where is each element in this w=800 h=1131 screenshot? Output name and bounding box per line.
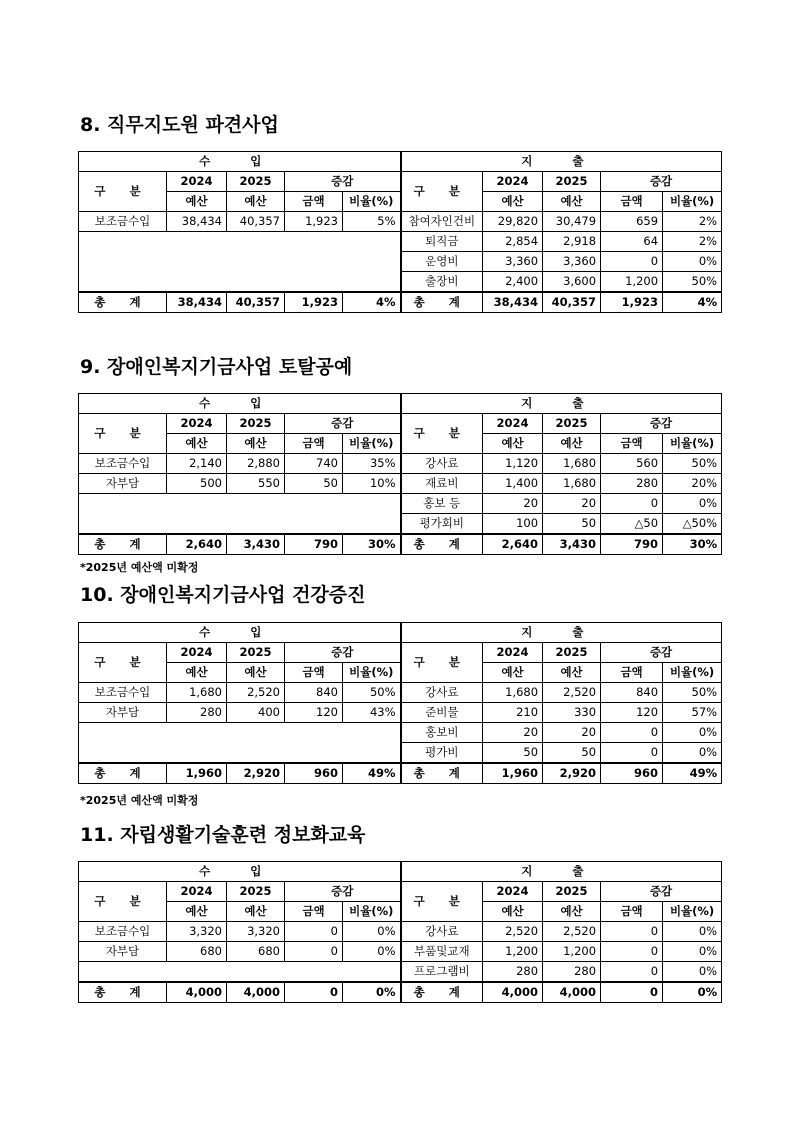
income-2025: 3,320 [227,922,285,942]
header-row [79,192,722,212]
expense-change-ratio: 2% [663,232,722,252]
total-label: 총 계 [79,292,167,313]
change-header: 증감 [285,414,401,434]
budget-header: 예산 [483,192,543,212]
budget-header: 예산 [227,434,285,454]
income-header: 수 입 [79,862,401,882]
total-income-2025: 2,920 [227,763,285,784]
income-change-ratio: 43% [343,703,401,723]
total-income-change-ratio: 49% [343,763,401,784]
budget-header: 예산 [227,192,285,212]
expense-2025: 1,680 [543,454,601,474]
expense-label: 프로그램비 [401,962,483,983]
table-row [79,683,722,703]
header-row [79,643,722,663]
section-9-title: 9. 장애인복지기금사업 토탈공예 [80,356,353,378]
budget-header: 예산 [483,434,543,454]
total-row [79,534,722,555]
expense-label: 참여자인건비 [401,212,483,232]
expense-change-ratio: 0% [663,922,722,942]
total-row [79,982,722,1003]
expense-label: 부품및교재 [401,942,483,962]
expense-2025: 1,680 [543,474,601,494]
expense-2025: 2,520 [543,922,601,942]
year-2024-header: 2024 [167,414,227,434]
expense-2024: 29,820 [483,212,543,232]
income-change-amount: 0 [285,942,343,962]
expense-label: 준비물 [401,703,483,723]
total-expense-2025: 4,000 [543,982,601,1003]
year-2024-header: 2024 [483,414,543,434]
income-change-ratio: 10% [343,474,401,494]
year-2024-header: 2024 [483,172,543,192]
expense-2024: 1,680 [483,683,543,703]
header-row [79,152,722,172]
income-label: 보조금수입 [79,922,167,942]
category-header: 구 분 [79,643,167,683]
budget-header: 예산 [167,192,227,212]
section-9-note: *2025년 예산액 미확정 [80,561,199,574]
total-income-2024: 1,960 [167,763,227,784]
expense-2024: 1,400 [483,474,543,494]
section-9-budget-table [78,393,722,555]
change-header: 증감 [601,172,722,192]
expense-header: 지 출 [401,152,722,172]
year-2025-header: 2025 [543,643,601,663]
total-income-change-amount: 960 [285,763,343,784]
year-2024-header: 2024 [483,643,543,663]
income-2024: 3,320 [167,922,227,942]
income-label: 자부담 [79,703,167,723]
total-label: 총 계 [79,763,167,784]
expense-2025: 50 [543,514,601,535]
year-2025-header: 2025 [543,414,601,434]
expense-change-amount: 280 [601,474,663,494]
ratio-header: 비율(%) [343,902,401,922]
expense-2024: 100 [483,514,543,535]
total-label: 총 계 [79,982,167,1003]
income-change-ratio: 0% [343,922,401,942]
expense-change-ratio: 0% [663,942,722,962]
category-header: 구 분 [401,882,483,922]
income-2025: 550 [227,474,285,494]
expense-change-amount: 0 [601,494,663,514]
change-header: 증감 [285,882,401,902]
income-label: 자부담 [79,474,167,494]
change-header: 증감 [285,643,401,663]
expense-2025: 2,520 [543,683,601,703]
expense-2024: 3,360 [483,252,543,272]
income-header: 수 입 [79,623,401,643]
total-expense-2024: 38,434 [483,292,543,313]
budget-header: 예산 [483,663,543,683]
ratio-header: 비율(%) [663,902,722,922]
income-2024: 500 [167,474,227,494]
income-change-amount: 740 [285,454,343,474]
empty-income-cell [79,232,401,293]
expense-2025: 330 [543,703,601,723]
expense-change-amount: 64 [601,232,663,252]
amount-header: 금액 [601,663,663,683]
expense-change-ratio: 2% [663,212,722,232]
year-2025-header: 2025 [543,882,601,902]
income-2024: 2,140 [167,454,227,474]
expense-change-ratio: 0% [663,962,722,983]
header-row [79,434,722,454]
income-2024: 280 [167,703,227,723]
expense-header: 지 출 [401,394,722,414]
total-income-change-amount: 1,923 [285,292,343,313]
header-row [79,882,722,902]
expense-2025: 20 [543,494,601,514]
empty-income-cell [79,723,401,764]
expense-change-ratio: 0% [663,743,722,764]
expense-2024: 20 [483,723,543,743]
total-income-change-amount: 0 [285,982,343,1003]
year-2025-header: 2025 [227,172,285,192]
total-label: 총 계 [79,534,167,555]
empty-income-cell [79,494,401,535]
income-2025: 680 [227,942,285,962]
expense-change-amount: 0 [601,922,663,942]
expense-label: 평가비 [401,743,483,764]
amount-header: 금액 [601,434,663,454]
expense-2024: 280 [483,962,543,983]
expense-change-ratio: △50% [663,514,722,535]
total-income-change-ratio: 4% [343,292,401,313]
total-expense-2025: 2,920 [543,763,601,784]
expense-2024: 50 [483,743,543,764]
expense-label: 퇴직금 [401,232,483,252]
total-expense-change-ratio: 4% [663,292,722,313]
section-10-note: *2025년 예산액 미확정 [80,794,199,807]
total-income-change-ratio: 30% [343,534,401,555]
income-label: 보조금수입 [79,683,167,703]
ratio-header: 비율(%) [663,663,722,683]
budget-header: 예산 [167,902,227,922]
total-expense-change-amount: 0 [601,982,663,1003]
total-label: 총 계 [401,292,483,313]
total-row [79,763,722,784]
total-income-2025: 4,000 [227,982,285,1003]
category-header: 구 분 [401,172,483,212]
amount-header: 금액 [601,192,663,212]
total-expense-change-amount: 960 [601,763,663,784]
change-header: 증감 [601,643,722,663]
ratio-header: 비율(%) [343,663,401,683]
income-2025: 40,357 [227,212,285,232]
expense-change-amount: 0 [601,942,663,962]
income-change-amount: 120 [285,703,343,723]
expense-change-amount: 560 [601,454,663,474]
income-2025: 2,520 [227,683,285,703]
expense-label: 재료비 [401,474,483,494]
budget-header: 예산 [227,902,285,922]
change-header: 증감 [601,882,722,902]
expense-change-ratio: 57% [663,703,722,723]
income-change-amount: 50 [285,474,343,494]
income-change-amount: 840 [285,683,343,703]
expense-2024: 1,120 [483,454,543,474]
expense-change-amount: △50 [601,514,663,535]
category-header: 구 분 [79,414,167,454]
amount-header: 금액 [285,192,343,212]
total-label: 총 계 [401,763,483,784]
expense-2025: 20 [543,723,601,743]
income-header: 수 입 [79,152,401,172]
table-row [79,962,722,983]
table-row [79,723,722,743]
expense-change-amount: 840 [601,683,663,703]
expense-2024: 210 [483,703,543,723]
income-2024: 38,434 [167,212,227,232]
header-row [79,172,722,192]
budget-header: 예산 [483,902,543,922]
expense-header: 지 출 [401,623,722,643]
year-2025-header: 2025 [227,643,285,663]
table-row [79,474,722,494]
total-expense-change-amount: 790 [601,534,663,555]
expense-2025: 3,600 [543,272,601,293]
expense-2024: 2,854 [483,232,543,252]
year-2025-header: 2025 [227,414,285,434]
income-change-ratio: 50% [343,683,401,703]
section-10-title: 10. 장애인복지기금사업 건강증진 [80,584,366,606]
expense-change-amount: 0 [601,252,663,272]
expense-change-amount: 0 [601,723,663,743]
income-change-amount: 0 [285,922,343,942]
expense-label: 강사료 [401,922,483,942]
table-row [79,212,722,232]
total-income-2024: 2,640 [167,534,227,555]
header-row [79,623,722,643]
expense-change-ratio: 0% [663,723,722,743]
expense-change-amount: 120 [601,703,663,723]
year-2024-header: 2024 [167,643,227,663]
expense-2024: 2,520 [483,922,543,942]
category-header: 구 분 [401,643,483,683]
header-row [79,414,722,434]
ratio-header: 비율(%) [663,192,722,212]
table-row [79,454,722,474]
income-header: 수 입 [79,394,401,414]
total-expense-2024: 2,640 [483,534,543,555]
total-label: 총 계 [401,982,483,1003]
expense-label: 홍보비 [401,723,483,743]
total-expense-2024: 4,000 [483,982,543,1003]
expense-change-ratio: 50% [663,272,722,293]
amount-header: 금액 [285,902,343,922]
expense-change-ratio: 50% [663,683,722,703]
total-expense-change-amount: 1,923 [601,292,663,313]
expense-change-amount: 659 [601,212,663,232]
empty-income-cell [79,962,401,983]
budget-header: 예산 [543,192,601,212]
income-change-ratio: 0% [343,942,401,962]
total-expense-2025: 3,430 [543,534,601,555]
total-expense-2025: 40,357 [543,292,601,313]
budget-header: 예산 [167,663,227,683]
expense-2025: 1,200 [543,942,601,962]
income-2025: 2,880 [227,454,285,474]
expense-change-ratio: 50% [663,454,722,474]
expense-2024: 1,200 [483,942,543,962]
amount-header: 금액 [285,434,343,454]
total-expense-change-ratio: 30% [663,534,722,555]
total-row [79,292,722,313]
year-2024-header: 2024 [483,882,543,902]
total-expense-2024: 1,960 [483,763,543,784]
expense-change-amount: 0 [601,962,663,983]
table-row [79,494,722,514]
budget-header: 예산 [543,902,601,922]
expense-2024: 20 [483,494,543,514]
expense-label: 홍보 등 [401,494,483,514]
year-2024-header: 2024 [167,882,227,902]
total-income-2024: 4,000 [167,982,227,1003]
ratio-header: 비율(%) [343,434,401,454]
expense-2025: 280 [543,962,601,983]
total-expense-change-ratio: 0% [663,982,722,1003]
section-10-budget-table [78,622,722,784]
table-row [79,232,722,252]
income-change-amount: 1,923 [285,212,343,232]
header-row [79,394,722,414]
expense-label: 운영비 [401,252,483,272]
income-change-ratio: 35% [343,454,401,474]
budget-header: 예산 [227,663,285,683]
header-row [79,862,722,882]
section-11-title: 11. 자립생활기술훈련 정보화교육 [80,824,366,846]
expense-label: 출장비 [401,272,483,293]
expense-change-ratio: 20% [663,474,722,494]
header-row [79,902,722,922]
table-row [79,942,722,962]
total-expense-change-ratio: 49% [663,763,722,784]
category-header: 구 분 [79,882,167,922]
expense-change-ratio: 0% [663,494,722,514]
total-label: 총 계 [401,534,483,555]
total-income-2024: 38,434 [167,292,227,313]
expense-2025: 2,918 [543,232,601,252]
section-8-title: 8. 직무지도원 파견사업 [80,114,279,136]
section-8-budget-table [78,151,722,313]
change-header: 증감 [601,414,722,434]
expense-change-amount: 1,200 [601,272,663,293]
ratio-header: 비율(%) [663,434,722,454]
income-label: 보조금수입 [79,212,167,232]
expense-2025: 30,479 [543,212,601,232]
table-row [79,922,722,942]
category-header: 구 분 [79,172,167,212]
year-2025-header: 2025 [543,172,601,192]
table-row [79,703,722,723]
section-11-budget-table [78,861,722,1003]
budget-header: 예산 [543,663,601,683]
expense-label: 강사료 [401,683,483,703]
expense-change-amount: 0 [601,743,663,764]
expense-2024: 2,400 [483,272,543,293]
ratio-header: 비율(%) [343,192,401,212]
expense-label: 평가회비 [401,514,483,535]
change-header: 증감 [285,172,401,192]
total-income-2025: 3,430 [227,534,285,555]
category-header: 구 분 [401,414,483,454]
income-2024: 1,680 [167,683,227,703]
budget-header: 예산 [167,434,227,454]
year-2025-header: 2025 [227,882,285,902]
expense-label: 강사료 [401,454,483,474]
income-change-ratio: 5% [343,212,401,232]
amount-header: 금액 [601,902,663,922]
budget-header: 예산 [543,434,601,454]
expense-header: 지 출 [401,862,722,882]
income-label: 자부담 [79,942,167,962]
expense-2025: 50 [543,743,601,764]
expense-change-ratio: 0% [663,252,722,272]
amount-header: 금액 [285,663,343,683]
total-income-change-ratio: 0% [343,982,401,1003]
total-income-change-amount: 790 [285,534,343,555]
year-2024-header: 2024 [167,172,227,192]
income-2024: 680 [167,942,227,962]
income-label: 보조금수입 [79,454,167,474]
total-income-2025: 40,357 [227,292,285,313]
income-2025: 400 [227,703,285,723]
header-row [79,663,722,683]
expense-2025: 3,360 [543,252,601,272]
